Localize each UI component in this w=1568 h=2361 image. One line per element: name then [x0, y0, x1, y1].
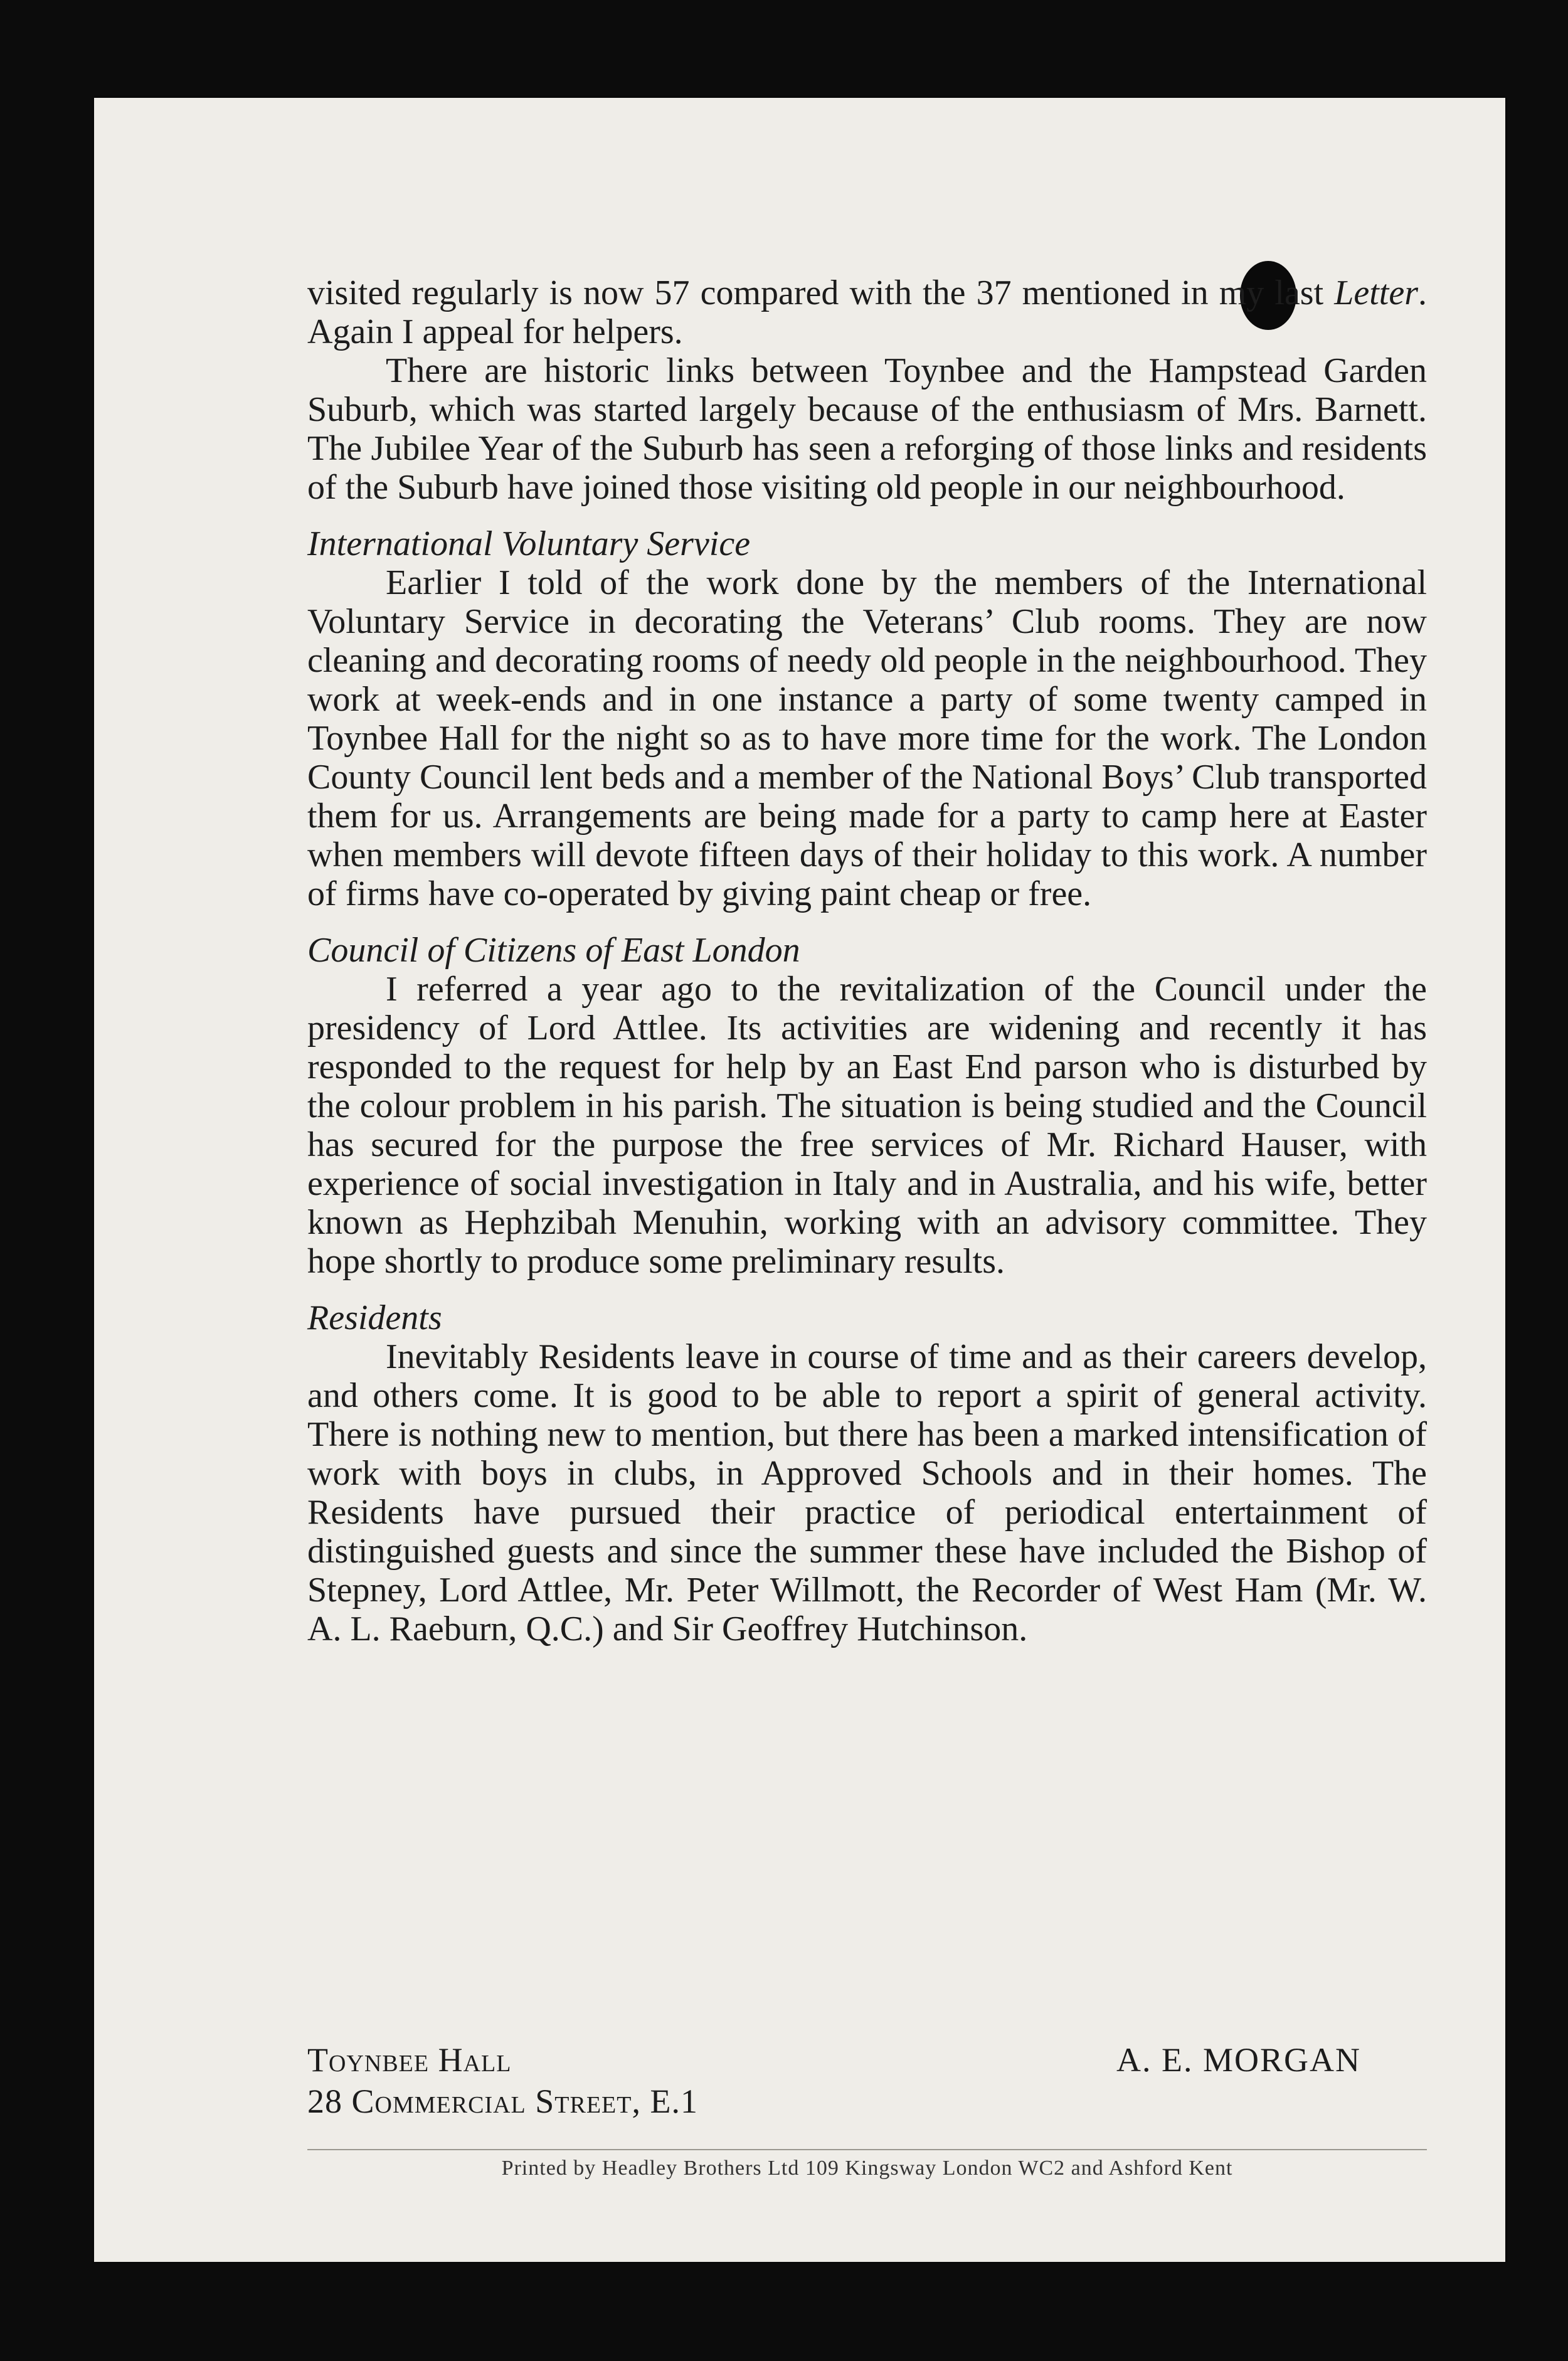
address-line-2: 28 Commercial Street, E.1	[307, 2082, 698, 2120]
letter-page	[94, 98, 1505, 2262]
signature: A. E. MORGAN	[1116, 2041, 1361, 2079]
body-text	[307, 273, 1427, 1648]
paragraph-helpers: visited regularly is now 57 compared with the 37 mentioned in my last Letter. Again I appeal for helpers.	[307, 273, 1427, 351]
paragraph-residents: Inevitably Residents leave in course of time and as their careers develop, and others come. It is good to be able to report a spirit of general activity. There is nothing new to mention, but there has been a marked intensification of work with boys in clubs, in Approved Schools and in their homes. The Residents have pursued their practice of periodical entertainment of distinguished guests and since the summer these have included the Bishop of Stepney, Lord Attlee, Mr. Peter Willmott, the Recorder of West Ham (Mr. W. A. L. Raeburn, Q.C.) and Sir Geoffrey Hutchinson.	[307, 1337, 1427, 1648]
paragraph-ivs: Earlier I told of the work done by the members of the International Voluntary Service in decorating the Veterans’ Club rooms. They are now cleaning and decorating rooms of needy old people in the neighbourhood. They work at week-ends and in one instance a party of some twenty camped in Toynbee Hall for the night so as to have more time for the work. The London County Council lent beds and a member of the National Boys’ Club transported them for us. Arrangements are being made for a party to camp here at Easter when members will devote fifteen days of their holiday to this work. A number of firms have co-operated by giving paint cheap or free.	[307, 563, 1427, 913]
letter-footer	[307, 2039, 1427, 2122]
printer-imprint: Printed by Headley Brothers Ltd 109 Kingsway London WC2 and Ashford Kent	[501, 2157, 1233, 2180]
address-line-1: Toynbee Hall	[307, 2041, 512, 2079]
heading-residents: Residents	[307, 1298, 442, 1337]
letter-italic: Letter	[1334, 273, 1418, 312]
heading-ivs: International Voluntary Service	[307, 524, 751, 563]
footer-rule	[307, 2149, 1427, 2150]
paragraph-council: I referred a year ago to the revitalization of the Council under the presidency of Lord Attlee. Its activities are widening and recently it has responded to the request for help by an East End parson who is disturbed by the colour problem in his parish. The situation is being studied and the Council has secured for the purpose the free services of Mr. Richard Hauser, with experience of social investigation in Italy and in Australia, and his wife, better known as Hephzibah Menuhin, working with an advisory committee. They hope shortly to produce some preliminary results.	[307, 970, 1427, 1281]
heading-council: Council of Citizens of East London	[307, 931, 800, 970]
paragraph-hampstead: There are historic links between Toynbee and the Hampstead Garden Suburb, which was started largely because of the enthusiasm of Mrs. Barnett. The Jubilee Year of the Suburb has seen a reforging of those links and residents of the Suburb have joined those visiting old people in our neighbourhood.	[307, 351, 1427, 507]
